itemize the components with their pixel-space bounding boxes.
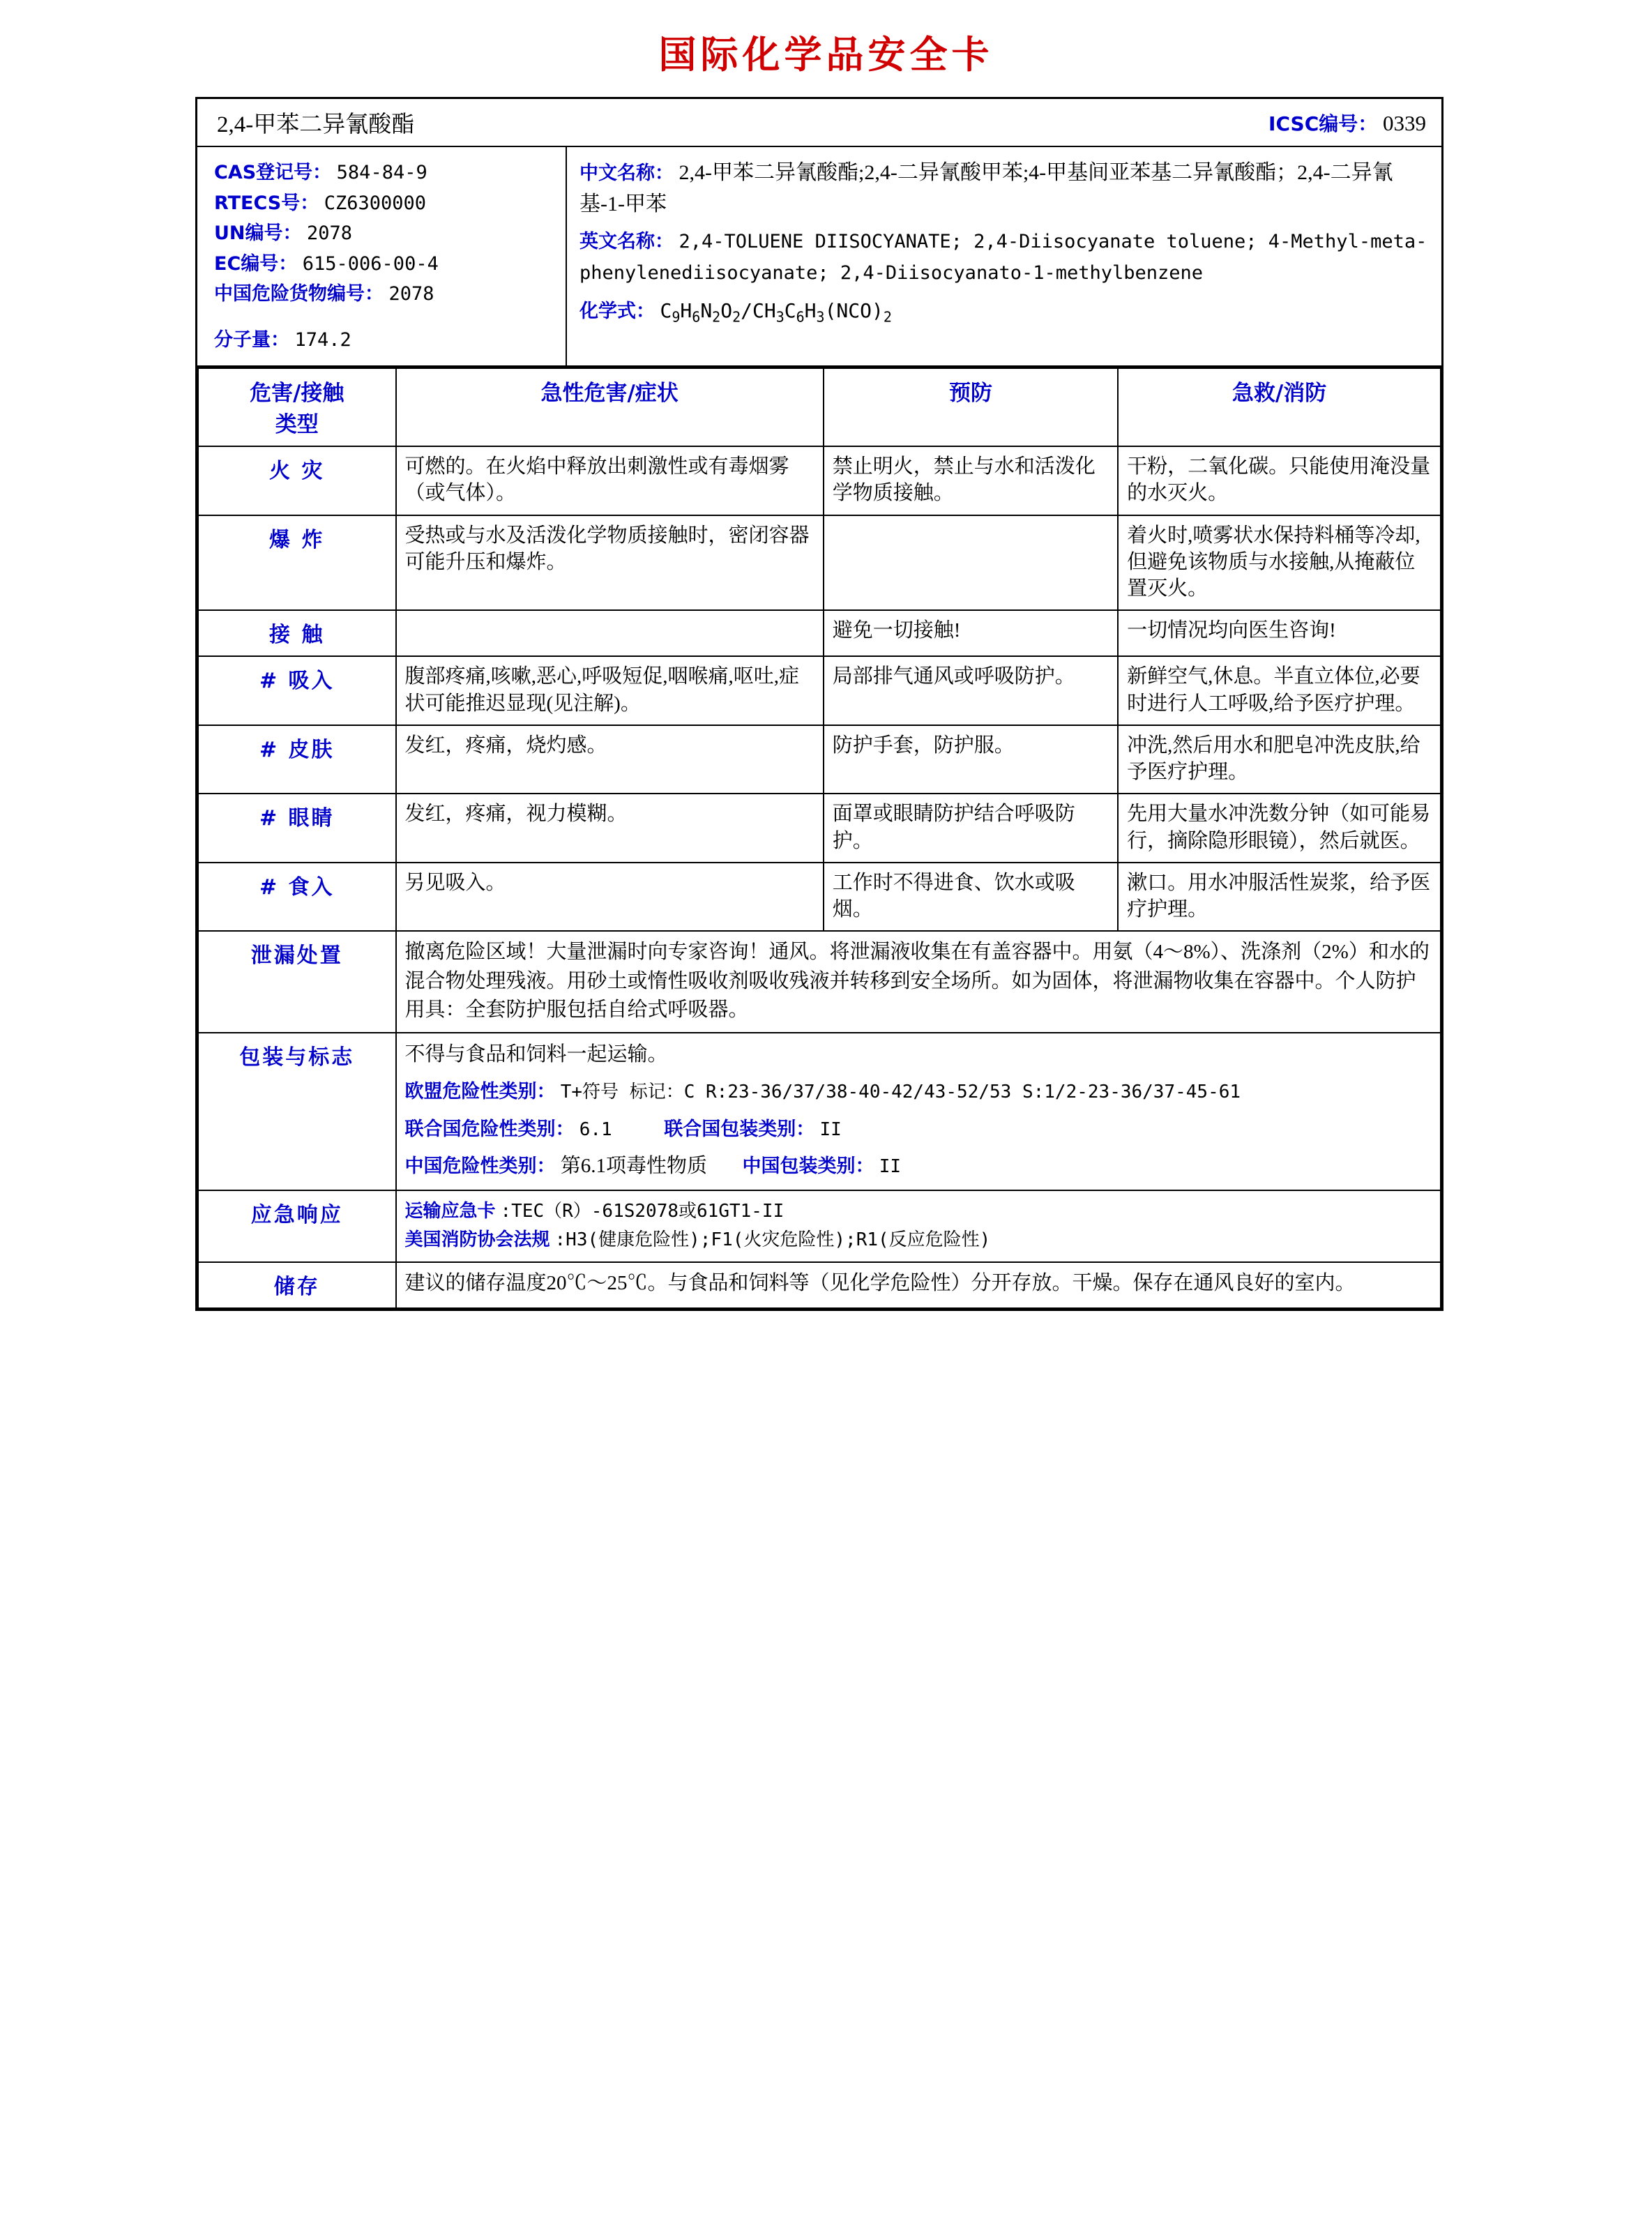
column-header-hazard-type-line2: 类型 (275, 412, 319, 437)
column-header-hazard-type (198, 368, 396, 446)
chinese-name-value: 2,4-甲苯二异氰酸酯;2,4-二异氰酸甲苯;4-甲基间亚苯基二异氰酸酯；2,4-二异氰基-1-甲苯 (579, 161, 1393, 215)
row-label-explosion: 爆 炸 (198, 515, 396, 611)
row-packaging-content (396, 1033, 1441, 1190)
row-exposure-prevention: 避免一切接触! (824, 610, 1118, 656)
row-inhalation-prevention: 局部排气通风或呼吸防护。 (824, 656, 1118, 725)
table-row-storage (198, 1262, 1441, 1308)
row-label-packaging: 包装与标志 (198, 1033, 396, 1190)
row-skin-firstaid: 冲洗,然后用水和肥皂冲洗皮肤,给予医疗护理。 (1118, 725, 1441, 794)
identifier-rtecs-value: CZ6300000 (324, 192, 427, 214)
emergency-transport-card (405, 1197, 1432, 1226)
identifier-molecular-weight-label: 分子量： (214, 328, 289, 351)
identifier-cas-value: 584-84-9 (336, 162, 427, 183)
row-inhalation-acute: 腹部疼痛,咳嗽,恶心,呼吸短促,咽喉痛,呕吐,症状可能推迟显现(见注解)。 (396, 656, 824, 725)
table-row (198, 446, 1441, 515)
column-header-acute-hazards: 急性危害/症状 (396, 368, 824, 446)
identifier-cn-dangerous-goods (214, 278, 559, 309)
identifier-ec-value: 615-006-00-4 (302, 252, 439, 275)
table-row (198, 610, 1441, 656)
row-explosion-prevention (824, 515, 1118, 611)
packaging-cn-group-value: II (879, 1156, 902, 1178)
emergency-nfpa (405, 1226, 1432, 1254)
identifier-block (197, 147, 1441, 367)
icsc-card (195, 97, 1443, 1311)
row-label-skin: # 皮肤 (198, 725, 396, 794)
table-row (198, 794, 1441, 863)
row-skin-prevention: 防护手套，防护服。 (824, 725, 1118, 794)
formula-row (579, 295, 1429, 328)
column-header-hazard-type-line1: 危害/接触 (250, 381, 344, 406)
row-label-ingestion: # 食入 (198, 863, 396, 932)
row-label-spill: 泄漏处置 (198, 931, 396, 1033)
identifier-cn-dangerous-goods-value: 2078 (388, 283, 434, 305)
table-row (198, 725, 1441, 794)
row-skin-acute: 发红，疼痛，烧灼感。 (396, 725, 824, 794)
table-row-spill (198, 931, 1441, 1033)
row-fire-prevention: 禁止明火，禁止与水和活泼化学物质接触。 (824, 446, 1118, 515)
identifier-cas-label: CAS登记号： (214, 162, 332, 183)
chinese-name-label: 中文名称： (579, 162, 674, 184)
formula-value: $C_9H_6N_2O_2/CH_3C_6H_3(NCO)_2$ (660, 299, 892, 326)
packaging-un-class (405, 1114, 1432, 1145)
row-emergency-content (396, 1190, 1441, 1262)
emergency-transport-card-label: 运输应急卡 (404, 1200, 496, 1222)
chinese-name-row (579, 157, 1429, 220)
english-name-value: 2,4-TOLUENE DIISOCYANATE; 2,4-Diisocyanate toluene; 4-Methyl-meta-phenylenediisocyanate; 2,4-Diisocyanato-1-methylbenzene (579, 231, 1427, 284)
identifier-rtecs (214, 188, 559, 218)
row-spill-text: 撤离危险区域！大量泄漏时向专家咨询！通风。将泄漏液收集在有盖容器中。用氨（4～8%）、洗涤剂（2%）和水的混合物处理残液。用砂土或惰性吸收剂吸收残液并转移到安全场所。如为固体，将泄漏物收集在容器中。个人防护用具：全套防护服包括自给式呼吸器。 (396, 931, 1441, 1033)
packaging-cn-class (405, 1151, 1432, 1182)
column-header-first-aid: 急救/消防 (1118, 368, 1441, 446)
packaging-un-group-label: 联合国包装类别： (664, 1118, 815, 1140)
row-eyes-firstaid: 先用大量水冲洗数分钟（如可能易行，摘除隐形眼镜），然后就医。 (1118, 794, 1441, 863)
row-explosion-acute: 受热或与水及活泼化学物质接触时，密闭容器可能升压和爆炸。 (396, 515, 824, 611)
packaging-transport-note: 不得与食品和饲料一起运输。 (404, 1042, 668, 1066)
identifier-cas (214, 157, 559, 188)
packaging-eu-class-value: T+符号 标记：C R:23-36/37/38-40-42/43-52/53 S:1/2-23-36/37-45-61 (560, 1082, 1241, 1103)
row-label-eyes: # 眼睛 (198, 794, 396, 863)
table-row (198, 863, 1441, 932)
identifier-cn-dangerous-goods-label: 中国危险货物编号： (214, 283, 384, 305)
formula-label: 化学式： (579, 301, 655, 322)
card-header (197, 99, 1441, 147)
emergency-nfpa-label: 美国消防协会法规 (404, 1229, 550, 1250)
row-ingestion-prevention: 工作时不得进食、饮水或吸烟。 (824, 863, 1118, 932)
row-label-storage: 储存 (198, 1262, 396, 1308)
table-row (198, 515, 1441, 611)
row-explosion-firstaid: 着火时,喷雾状水保持料桶等冷却,但避免该物质与水接触,从掩蔽位置灭火。 (1118, 515, 1441, 611)
column-header-prevention: 预防 (824, 368, 1118, 446)
identifier-un (214, 218, 559, 248)
row-ingestion-firstaid: 漱口。用水冲服活性炭浆，给予医疗护理。 (1118, 863, 1441, 932)
table-header-row (198, 368, 1441, 446)
packaging-cn-class-value: 第6.1项毒性物质 (560, 1155, 708, 1178)
row-exposure-acute (396, 610, 824, 656)
icsc-number-block (1259, 102, 1441, 144)
emergency-nfpa-value: :H3(健康危险性);F1(火灾危险性);R1(反应危险性) (554, 1229, 991, 1250)
emergency-transport-card-value: :TEC（R）-61S2078或61GT1-II (500, 1200, 785, 1222)
hazard-table (197, 367, 1441, 1309)
packaging-cn-class-label: 中国危险性类别： (404, 1155, 556, 1178)
row-label-fire: 火 灾 (198, 446, 396, 515)
row-exposure-firstaid: 一切情况均向医生咨询! (1118, 610, 1441, 656)
english-name-label: 英文名称： (579, 231, 674, 252)
identifier-rtecs-label: RTECS号： (214, 192, 319, 214)
table-row-packaging (198, 1033, 1441, 1190)
row-inhalation-firstaid: 新鲜空气,休息。半直立体位,必要时进行人工呼吸,给予医疗护理。 (1118, 656, 1441, 725)
identifier-molecular-weight (214, 324, 559, 355)
row-eyes-acute: 发红，疼痛，视力模糊。 (396, 794, 824, 863)
row-label-emergency: 应急响应 (198, 1190, 396, 1262)
packaging-un-class-value: 6.1 (579, 1119, 612, 1140)
table-row-emergency (198, 1190, 1441, 1262)
row-eyes-prevention: 面罩或眼睛防护结合呼吸防护。 (824, 794, 1118, 863)
packaging-eu-class (405, 1077, 1432, 1107)
packaging-un-group-value: II (819, 1119, 842, 1140)
page-title: 国际化学品安全卡 (658, 33, 994, 77)
row-storage-text: 建议的储存温度20℃～25℃。与食品和饲料等（见化学危险性）分开存放。干燥。保存在通风良好的室内。 (396, 1262, 1441, 1308)
substance-name: 2,4-甲苯二异氰酸酯 (217, 112, 415, 137)
identifier-molecular-weight-value: 174.2 (294, 328, 351, 351)
row-fire-acute: 可燃的。在火焰中释放出刺激性或有毒烟雾（或气体）。 (396, 446, 824, 515)
identifier-ec (214, 248, 559, 279)
identifier-spacer (214, 309, 559, 324)
table-row (198, 656, 1441, 725)
icsc-number: 0339 (1383, 110, 1426, 135)
row-fire-firstaid: 干粉，二氧化碳。只能使用淹没量的水灭火。 (1118, 446, 1441, 515)
packaging-un-class-label: 联合国危险性类别： (404, 1118, 575, 1140)
identifier-un-value: 2078 (307, 222, 353, 244)
packaging-eu-class-label: 欧盟危险性类别： (404, 1081, 556, 1103)
row-ingestion-acute: 另见吸入。 (396, 863, 824, 932)
identifier-left (197, 147, 567, 365)
identifier-ec-label: EC编号： (214, 252, 298, 275)
packaging-cn-group-label: 中国包装类别： (742, 1155, 874, 1178)
row-label-exposure: 接 触 (198, 610, 396, 656)
identifier-right (567, 147, 1441, 365)
icsc-label: ICSC编号： (1268, 112, 1378, 135)
identifier-un-label: UN编号： (214, 222, 302, 244)
row-label-inhalation: # 吸入 (198, 656, 396, 725)
english-name-row (579, 225, 1429, 288)
